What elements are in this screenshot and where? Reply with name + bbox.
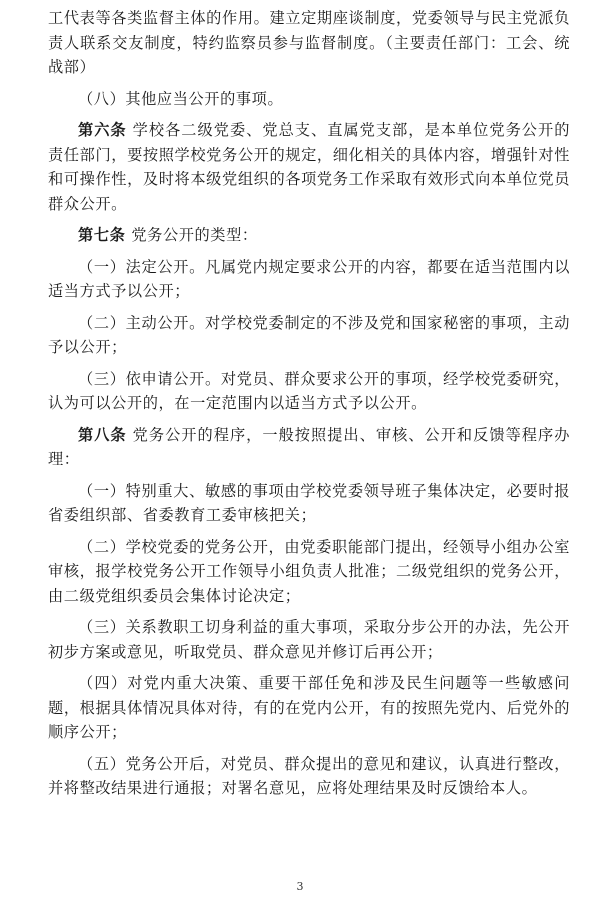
paragraph-text: 党务公开的类型： [131,226,258,244]
article-label: 第六条 [78,121,127,139]
paragraph-text: （四）对党内重大决策、重要干部任免和涉及民生问题等一些敏感问题，根据具体情况具体对待，有的在党内公开，有的按照先党内、后党外的顺序公开； [48,674,570,741]
body-paragraph [48,479,570,528]
body-paragraph [48,6,570,80]
page-number: 3 [296,880,304,893]
article-paragraph [48,223,570,248]
body-paragraph [48,311,570,360]
paragraph-text: （三）依申请公开。对党员、群众要求公开的事项，经学校党委研究，认为可以公开的，在一定范围内以适当方式予以公开。 [48,369,570,412]
article-label: 第八条 [78,425,127,444]
body-paragraph [48,87,570,112]
paragraph-text: 工代表等各类监督主体的作用。建立定期座谈制度，党委领导与民主党派负责人联系交友制度，特约监察员参与监督制度。（主要责任部门：工会、统战部） [48,9,570,76]
paragraph-text: （三）关系教职工切身利益的重大事项，采取分步公开的办法，先公开初步方案或意见，听取党员、群众意见并修订后再公开； [48,618,570,661]
paragraph-text: （五）党务公开后，对党员、群众提出的意见和建议，认真进行整改，并将整改结果进行通报；对署名意见，应将处理结果及时反馈给本人。 [48,754,570,797]
article-paragraph [48,423,570,472]
paragraph-text: （八）其他应当公开的事项。 [78,89,284,108]
paragraph-text: （一）法定公开。凡属党内规定要求公开的内容，都要在适当范围内以适当方式予以公开； [48,257,570,300]
body-paragraph [48,752,570,801]
article-label: 第七条 [78,226,126,244]
body-paragraph [48,367,570,416]
body-paragraph [48,615,570,664]
paragraph-text: 党务公开的程序，一般按照提出、审核、公开和反馈等程序办理： [48,425,570,468]
paragraph-text: （一）特别重大、敏感的事项由学校党委领导班子集体决定，必要时报省委组织部、省委教育工委审核把关； [48,481,570,524]
article-paragraph [48,118,570,216]
paragraph-text: （二）学校党委的党务公开，由党委职能部门提出，经领导小组办公室审核，报学校党务公开工作领导小组负责人批准；二级党组织的党务公开，由二级党组织委员会集体讨论决定； [48,537,570,605]
paragraph-text: （二）主动公开。对学校党委制定的不涉及党和国家秘密的事项，主动予以公开； [48,313,570,356]
body-paragraph [48,255,570,304]
paragraph-text: 学校各二级党委、党总支、直属党支部，是本单位党务公开的责任部门，要按照学校党务公开的规定，细化相关的具体内容，增强针对性和可操作性，及时将本级党组织的各项党务工作采取有效形式向本单位党员群众公开。 [48,121,570,213]
body-paragraph [48,535,570,609]
body-paragraph [48,671,570,745]
document-body [48,6,570,801]
